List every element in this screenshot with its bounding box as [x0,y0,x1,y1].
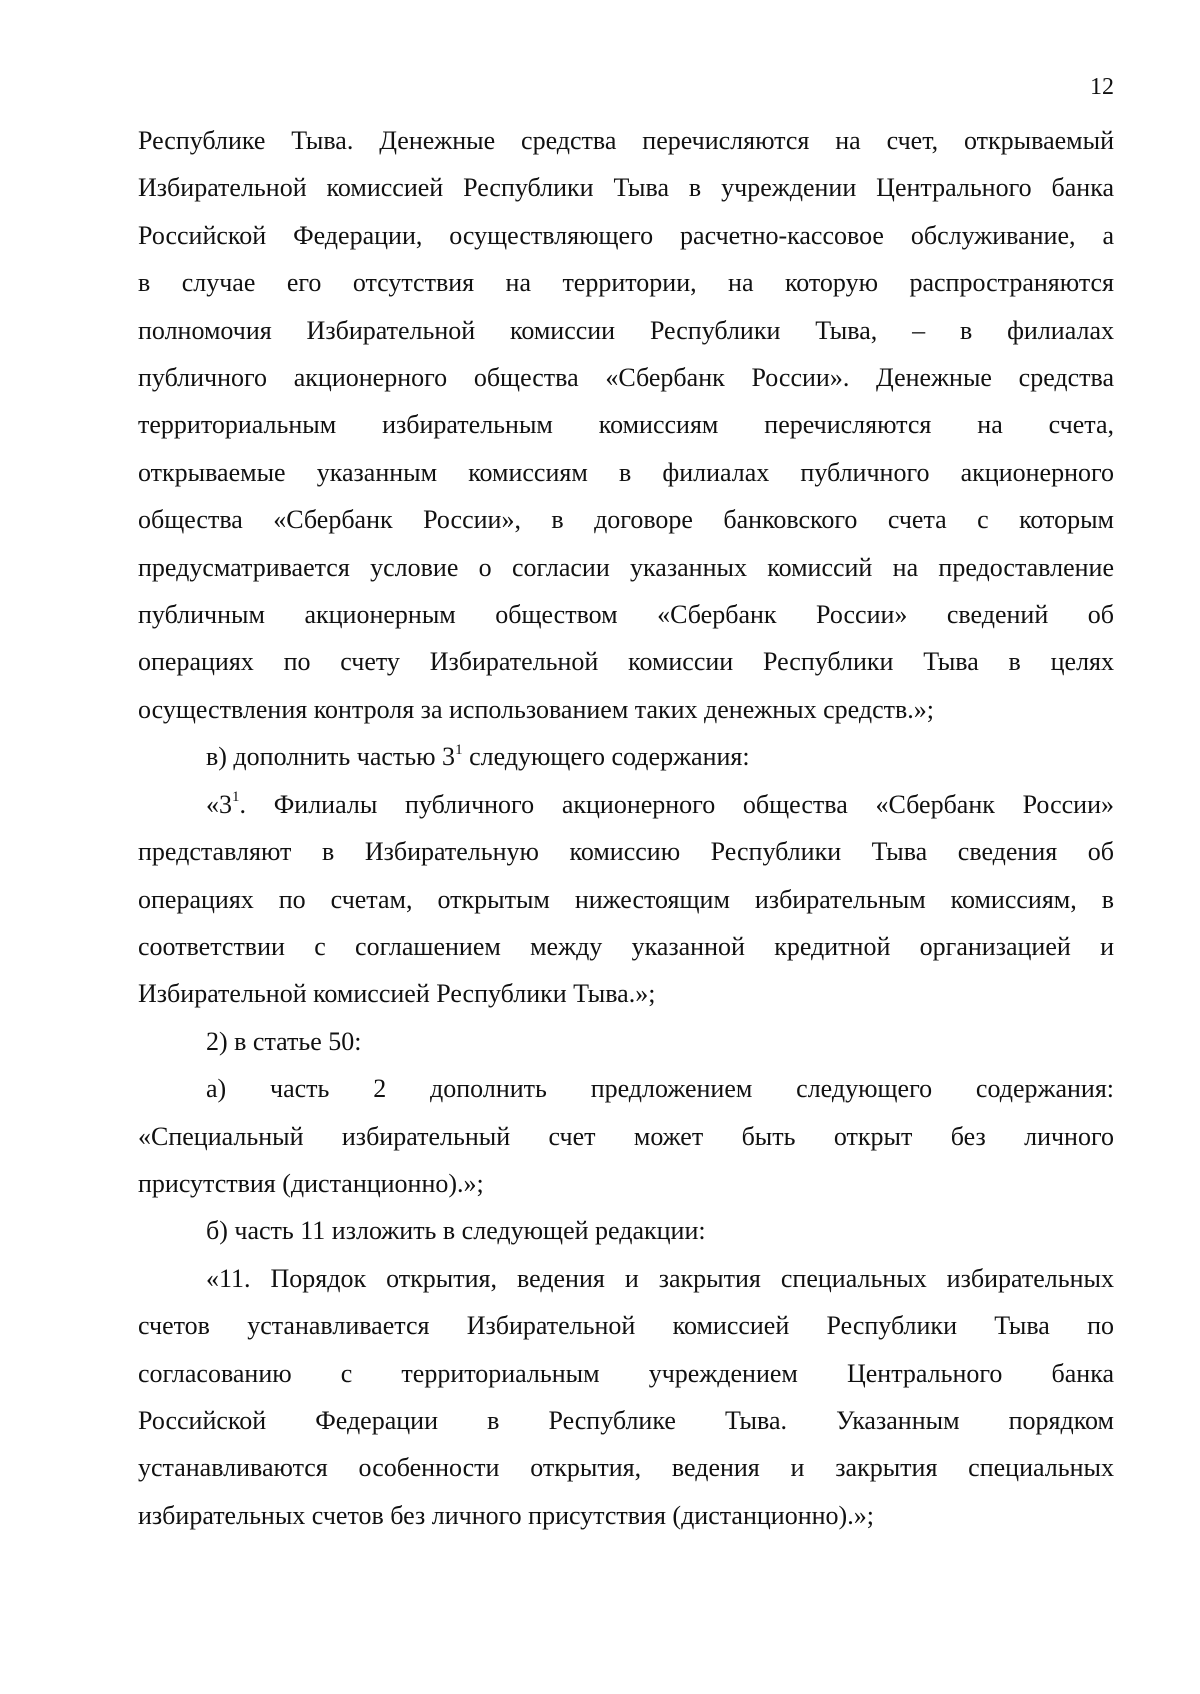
superscript: 1 [232,789,240,806]
text-line: территориальным избирательным комиссиям перечисляются на счета, [138,410,1114,440]
text-line: представляют в Избирательную комиссию Республики Тыва сведения об [138,837,1114,867]
paragraph-part-3-1 [138,781,1114,1018]
paragraph-funds-transfer [138,117,1114,733]
text-fragment: . Филиалы публичного акционерного общества «Сбербанк России» [239,789,1114,819]
text-line: общества «Сбербанк России», в договоре банковского счета с которым [138,505,1114,535]
text-line [138,781,1114,828]
text-line: согласованию с территориальным учреждением Центрального банка [138,1358,1114,1388]
text-line: полномочия Избирательной комиссии Республики Тыва, – в филиалах [138,315,1114,345]
superscript: 1 [455,741,463,758]
text-line: осуществления контроля за использованием таких денежных средств.»; [138,694,934,724]
text-line: избирательных счетов без личного присутствия (дистанционно).»; [138,1500,874,1530]
text-line: операциях по счетам, открытым нижестоящим избирательным комиссиям, в [138,884,1114,914]
text-line: «Специальный избирательный счет может быть открыт без личного [138,1121,1114,1151]
text-fragment: «3 [206,789,232,819]
paragraph-part-11 [138,1255,1114,1539]
paragraph-part-2 [138,1065,1114,1207]
text-line: Избирательной комиссией Республики Тыва в учреждении Центрального банка [138,173,1114,203]
document-body [138,117,1114,1539]
text-line: Российской Федерации, осуществляющего расчетно-кассовое обслуживание, а [138,220,1114,250]
text-line: счетов устанавливается Избирательной комиссией Республики Тыва по [138,1311,1114,1341]
text-line [138,733,1114,780]
text-line: а) часть 2 дополнить предложением следующего содержания: [206,1074,1114,1104]
text-line: операциях по счету Избирательной комиссии Республики Тыва в целях [138,647,1114,677]
text-line: в случае его отсутствия на территории, на которую распространяются [138,268,1114,298]
text-line: предусматривается условие о согласии указанных комиссий на предоставление [138,552,1114,582]
text-line: соответствии с соглашением между указанной кредитной организацией и [138,931,1114,961]
text-line: Избирательной комиссией Республики Тыва.»; [138,979,656,1009]
text-line: присутствия (дистанционно).»; [138,1168,484,1198]
paragraph-part-11-intro [138,1207,1114,1254]
text-fragment: в) дополнить частью 3 [206,742,456,772]
paragraph-article-50 [138,1018,1114,1065]
text-line: б) часть 11 изложить в следующей редакции: [206,1216,706,1246]
text-line: открываемые указанным комиссиям в филиалах публичного акционерного [138,457,1114,487]
text-fragment: следующего содержания: [462,742,750,772]
text-line: «11. Порядок открытия, ведения и закрытия специальных избирательных [206,1263,1114,1293]
text-line: публичным акционерным обществом «Сбербанк России» сведений об [138,600,1114,630]
paragraph-amendment-v [138,733,1114,780]
text-line: 2) в статье 50: [206,1026,362,1056]
text-line: устанавливаются особенности открытия, ведения и закрытия специальных [138,1453,1114,1483]
text-line: Республике Тыва. Денежные средства перечисляются на счет, открываемый [138,126,1114,155]
page-number: 12 [1090,74,1114,100]
text-line: публичного акционерного общества «Сбербанк России». Денежные средства [138,363,1114,393]
text-line: Российской Федерации в Республике Тыва. Указанным порядком [138,1405,1114,1435]
